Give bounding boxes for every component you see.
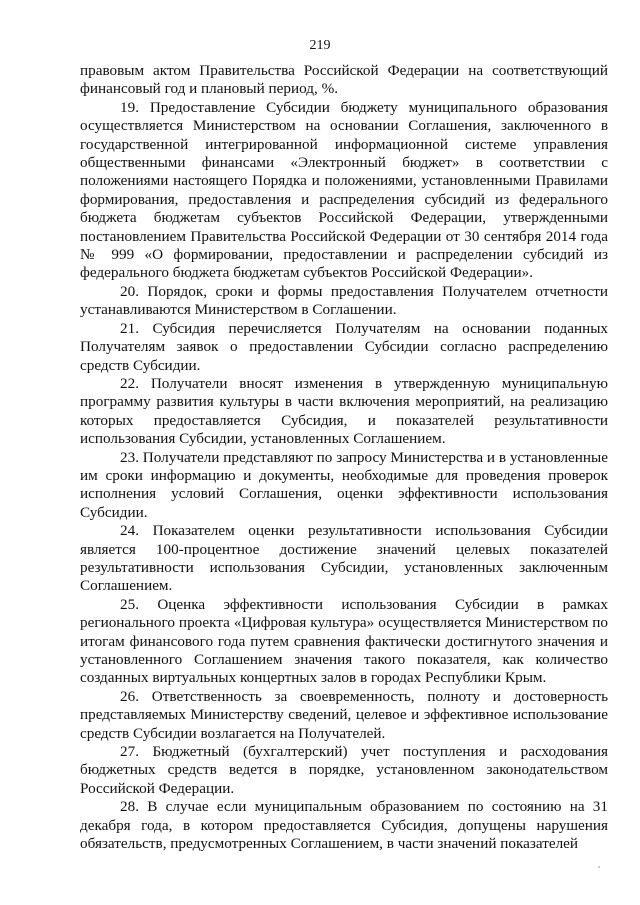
paragraph-19: 19. Предоставление Субсидии бюджету муниципального образования осуществляется Министерством на основании Соглашения, заключенного в государственной интегрированной информационной системе управления общественными финансами «Электронный бюджет» в соответствии с положениями настоящего Порядка и положениями, установленными Правилами формирования, предоставления и распределения субсидий из федерального бюджета бюджетам субъектов Российской Федерации, утвержденными постановлением Правительства Российской Федерации от 30 сентября 2014 года № 999 «О формировании, предоставлении и распределении субсидий из федерального бюджета бюджетам субъектов Российской Федерации».	[80, 98, 608, 282]
paragraph-22: 22. Получатели вносят изменения в утвержденную муниципальную программу развития культуры в части включения мероприятий, на реализацию которых предоставляется Субсидия, и показателей результативности использования Субсидии, установленных Соглашением.	[80, 374, 608, 448]
paragraph-27: 27. Бюджетный (бухгалтерский) учет поступления и расходования бюджетных средств ведется в порядке, установленном законодательством Российской Федерации.	[80, 743, 608, 797]
page-number: 219	[309, 38, 331, 53]
paragraph-24: 24. Показателем оценки результативности использования Субсидии является 100-процентное достижение значений целевых показателей результативности использования Субсидии, установленных заключенным Соглашением.	[80, 522, 608, 595]
paragraph-23: 23. Получатели представляют по запросу Министерства и в установленные им сроки информацию и документы, необходимые для проведения проверок исполнения условий Соглашения, оценки эффективности использования Субсидии.	[80, 448, 608, 521]
paragraph-21: 21. Субсидия перечисляется Получателям на основании поданных Получателям заявок о предоставлении Субсидии согласно распределению средств Субсидии.	[80, 319, 608, 374]
paragraph-25: 25. Оценка эффективности использования Субсидии в рамках регионального проекта «Цифровая культура» осуществляется Министерством по итогам финансового года путем сравнения фактически достигнутого значения и установленного Соглашением значения такого показателя, как количество созданных виртуальных концертных залов в городах Республики Крым.	[80, 595, 608, 687]
document-body	[80, 62, 608, 853]
paragraph-20: 20. Порядок, сроки и формы предоставления Получателем отчетности устанавливаются Министерством в Соглашении.	[80, 282, 608, 319]
paragraph-28: 28. В случае если муниципальным образованием по состоянию на 31 декабря года, в котором предоставляется Субсидия, допущены нарушения обязательств, предусмотренных Соглашением, в части значений показателей	[80, 798, 608, 853]
scan-speck	[598, 866, 600, 868]
paragraph-26: 26. Ответственность за своевременность, полноту и достоверность представляемых Министерству сведений, целевое и эффективное использование средств Субсидии возлагается на Получателей.	[80, 687, 608, 742]
paragraph-continuation: правовым актом Правительства Российской Федерации на соответствующий финансовый год и плановый период, %.	[80, 62, 608, 98]
